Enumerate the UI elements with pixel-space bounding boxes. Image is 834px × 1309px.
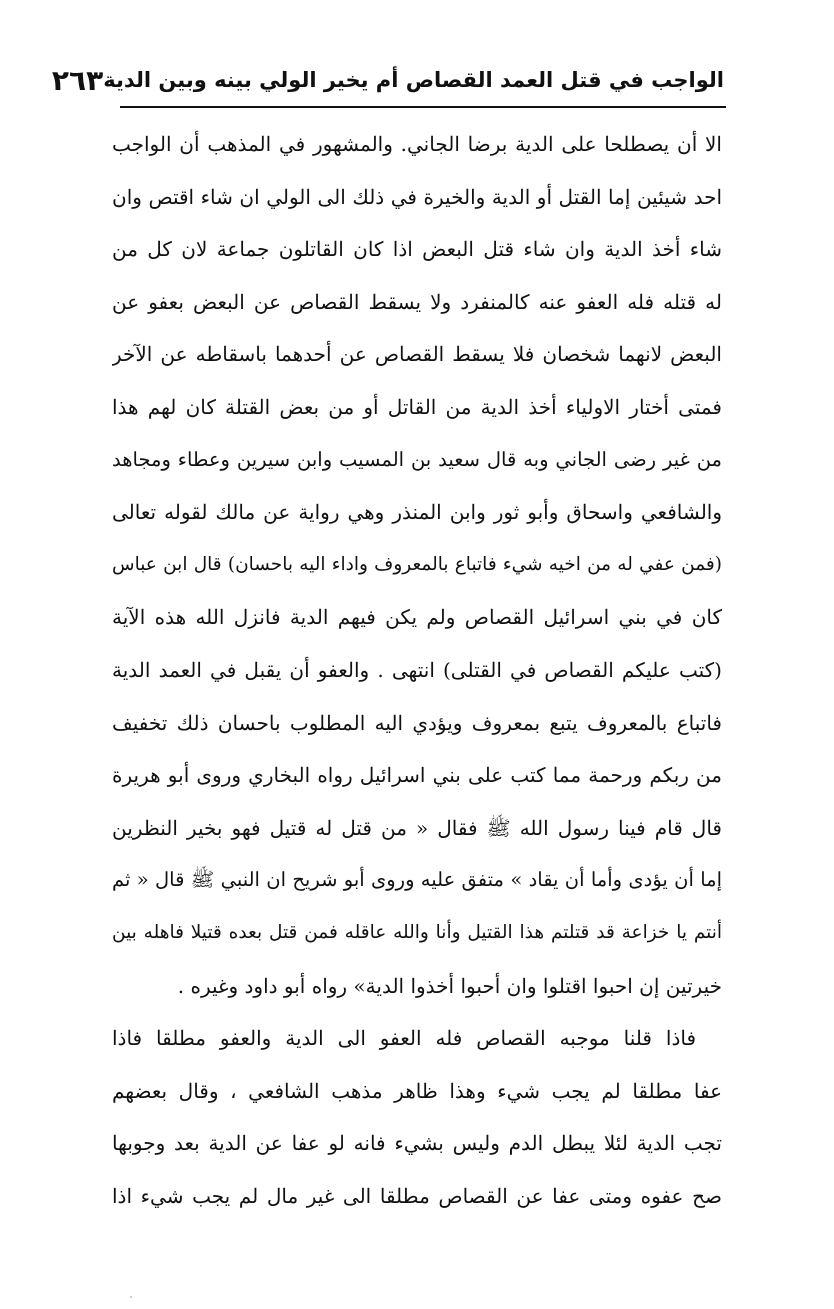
text-line: صح عفوه ومتى عفا عن القصاص مطلقا الى غير مال لم يجب شيء اذا <box>112 1183 722 1208</box>
page-header <box>51 56 724 104</box>
text-line: والشافعي واسحاق وأبو ثور وابن المنذر وهي رواية عن مالك لقوله تعالى <box>112 500 722 525</box>
text-line: من ربكم ورحمة مما كتب على بني اسرائيل رواه البخاري وروى أبو هريرة <box>112 763 722 788</box>
text-line: شاء أخذ الدية وان شاء قتل البعض اذا كان القاتلون جماعة لان كل من <box>112 237 722 262</box>
text-line: خيرتين إن احبوا اقتلوا وان أحبوا أخذوا الدية» رواه أبو داود وغيره . <box>177 973 722 998</box>
text-line: أنتم يا خزاعة قد قتلتم هذا القتيل وأنا والله عاقله فمن قتل بعده قتيلا فاهله بين <box>112 921 722 943</box>
text-line: كان في بني اسرائيل القصاص ولم يكن فيهم الدية فانزل الله هذه الآية <box>112 605 722 630</box>
running-title: الواجب في قتل العمد القصاص أم يخير الولي بينه وبين الدية <box>103 68 724 92</box>
text-line: قال قام فينا رسول الله ﷺ فقال « من قتل له قتيل فهو بخير النظرين <box>112 815 722 840</box>
text-line: فمتى أختار الاولياء أخذ الدية من القاتل أو من بعض القتلة كان لهم هذا <box>112 394 722 419</box>
text-line: احد شيئين إما القتل أو الدية والخيرة في ذلك الى الولي ان شاء اقتص وان <box>112 184 722 209</box>
header-divider <box>120 106 726 108</box>
body-text <box>112 118 722 1222</box>
text-line: فاتباع بالمعروف يتبع بمعروف ويؤدي اليه المطلوب باحسان ذلك تخفيف <box>112 710 722 735</box>
page-number: ٢٦٣ <box>51 63 104 97</box>
text-line: (كتب عليكم القصاص في القتلى) انتهى . والعفو أن يقبل في العمد الدية <box>112 657 722 682</box>
scan-speck <box>130 1296 132 1298</box>
text-line: البعض لانهما شخصان فلا يسقط القصاص عن أحدهما باسقاطه عن الآخر <box>112 342 722 367</box>
text-line: تجب الدية لئلا يبطل الدم وليس بشيء فانه لو عفا عن الدية بعد وجوبها <box>112 1131 722 1156</box>
text-line: الا أن يصطلحا على الدية برضا الجاني. والمشهور في المذهب أن الواجب <box>112 132 722 156</box>
text-line: إما أن يؤدى وأما أن يقاد » متفق عليه وروى أبو شريح ان النبي ﷺ قال « ثم <box>112 868 722 892</box>
text-line: (فمن عفي له من اخيه شيء فاتباع بالمعروف واداء اليه باحسان) قال ابن عباس <box>112 553 722 575</box>
paragraph-start-line: فاذا قلنا موجبه القصاص فله العفو الى الدية والعفو مطلقا فاذا <box>112 1026 696 1051</box>
text-line: له قتله فله العفو عنه كالمنفرد ولا يسقط القصاص عن البعض بعفو عن <box>112 289 722 314</box>
text-line: عفا مطلقا لم يجب شيء وهذا ظاهر مذهب الشافعي ، وقال بعضهم <box>112 1078 722 1103</box>
text-line: من غير رضى الجاني وبه قال سعيد بن المسيب وابن سيرين وعطاء ومجاهد <box>112 447 722 471</box>
